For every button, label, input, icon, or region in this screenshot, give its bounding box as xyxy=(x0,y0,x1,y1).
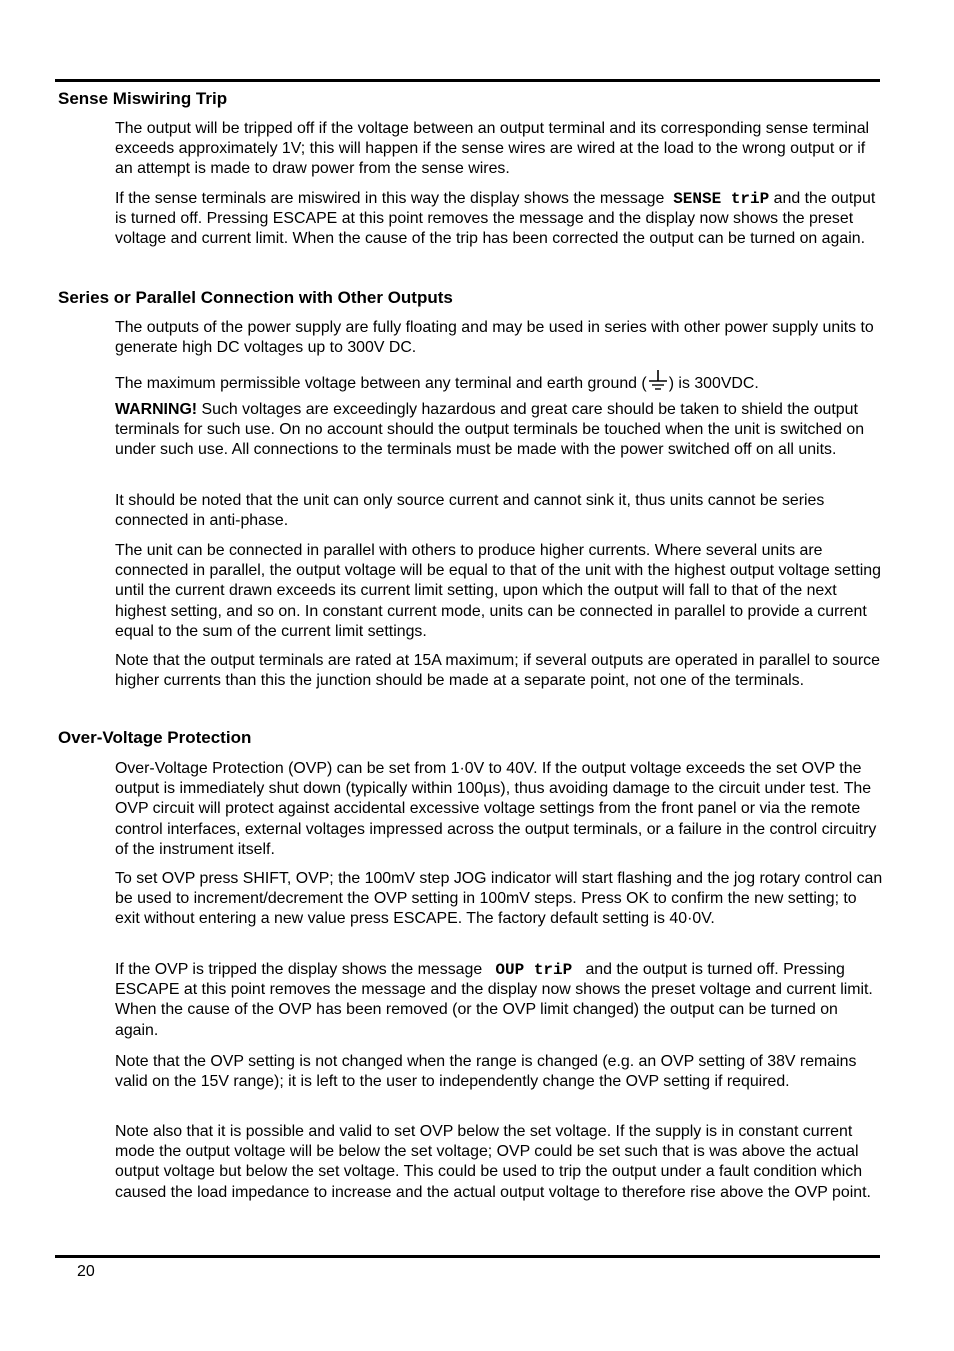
ovp-paragraph-1: Over-Voltage Protection (OVP) can be set from 1·0V to 40V. If the output voltage exceeds the set OVP the output is immediately shut down (typically within 100µs), thus avoiding damage to the circuit under test. The OVP circuit will protect against accidental excessive voltage settings from the front panel or via the remote control interfaces, external voltages impressed across the output terminals, or a failure in the control circuitry of the instrument itself. xyxy=(115,760,877,858)
sense-trip-message: SENSE triP xyxy=(673,190,770,208)
page-number: 20 xyxy=(77,1263,95,1280)
ovp-paragraph-5: Note also that it is possible and valid to set OVP below the set voltage. If the supply is in constant current mode the output voltage will be below the set voltage; OVP could be set such that is was above the actual output voltage but below the set voltage. This could be used to trip the output under a fault condition which caused the load impedance to increase and the actual output voltage to therefore rise above the OVP point. xyxy=(115,1123,871,1201)
series-paragraph-4: It should be noted that the unit can only source current and cannot sink it, thus units cannot be series connected in anti-phase. xyxy=(115,492,825,530)
ovp-trip-message: OUP triP xyxy=(495,961,573,979)
bottom-rule xyxy=(55,1255,880,1258)
series-p2-before: The maximum permissible voltage between any terminal and earth ground ( xyxy=(115,375,647,392)
heading-over-voltage-protection: Over-Voltage Protection xyxy=(58,728,252,747)
top-rule xyxy=(55,79,880,82)
warning-label: WARNING! xyxy=(115,401,198,418)
sense-p2-before: If the sense terminals are miswired in this way the display shows the message xyxy=(115,190,665,207)
ovp-p3-before: If the OVP is tripped the display shows the message xyxy=(115,961,483,978)
series-paragraph-5: The unit can be connected in parallel with others to produce higher currents. Where several units are connected in parallel, the output voltage will be equal to that of the unit with the highest output voltage setting until the current drawn exceeds its current limit setting, upon which the output will fall to that of the next highest setting, and so on. In constant current mode, units can be connected in parallel to provide a current equal to the sum of the current limit settings. xyxy=(115,542,881,640)
ovp-p3-after: and the output is turned off. Pressing ESCAPE at this point removes the message and the display now shows the preset voltage and current limit. When the cause of the OVP has been removed (or the OVP limit changed) the output can be turned on again. xyxy=(115,961,873,1039)
series-paragraph-1: The outputs of the power supply are fully floating and may be used in series with other power supply units to generate high DC voltages up to 300V DC. xyxy=(115,319,874,357)
ovp-paragraph-3 xyxy=(115,960,885,1041)
heading-sense-miswiring-trip: Sense Miswiring Trip xyxy=(58,89,228,108)
series-paragraph-2 xyxy=(115,370,885,394)
sense-p2-after: and the output is turned off. Pressing ESCAPE at this point removes the message and the display now shows the preset voltage and current limit. When the cause of the trip has been corrected the output can be turned on again. xyxy=(115,190,876,248)
ovp-paragraph-4: Note that the OVP setting is not changed when the range is changed (e.g. an OVP setting of 38V remains valid on the 15V range); it is left to the user to independently change the OVP setting if required. xyxy=(115,1053,857,1091)
sense-paragraph-2 xyxy=(115,189,885,250)
heading-series-parallel: Series or Parallel Connection with Other Outputs xyxy=(58,288,453,307)
ovp-paragraph-2: To set OVP press SHIFT, OVP; the 100mV step JOG indicator will start flashing and the jog rotary control can be used to increment/decrement the OVP setting in 100mV steps. Press OK to confirm the new setting; to exit without entering a new value press ESCAPE. The factory default setting is 40·0V. xyxy=(115,870,883,928)
sense-paragraph-1: The output will be tripped off if the voltage between an output terminal and its corresponding sense terminal exceeds approximately 1V; this will happen if the sense wires are wired at the load to the wrong output or if an attempt is made to draw power from the sense wires. xyxy=(115,120,870,178)
warning-text: Such voltages are exceedingly hazardous and great care should be taken to shield the output terminals for such use. On no account should the output terminals be touched when the unit is switched on under such use. All connections to the terminals must be made with the power switched off on all units. xyxy=(115,401,865,459)
earth-ground-icon xyxy=(647,370,669,392)
series-p2-after: ) is 300VDC. xyxy=(668,375,759,392)
series-paragraph-6: Note that the output terminals are rated at 15A maximum; if several outputs are operated in parallel to source higher currents than this the junction should be made at a separate point, not one of the terminals. xyxy=(115,652,880,690)
series-warning-paragraph xyxy=(115,400,885,461)
